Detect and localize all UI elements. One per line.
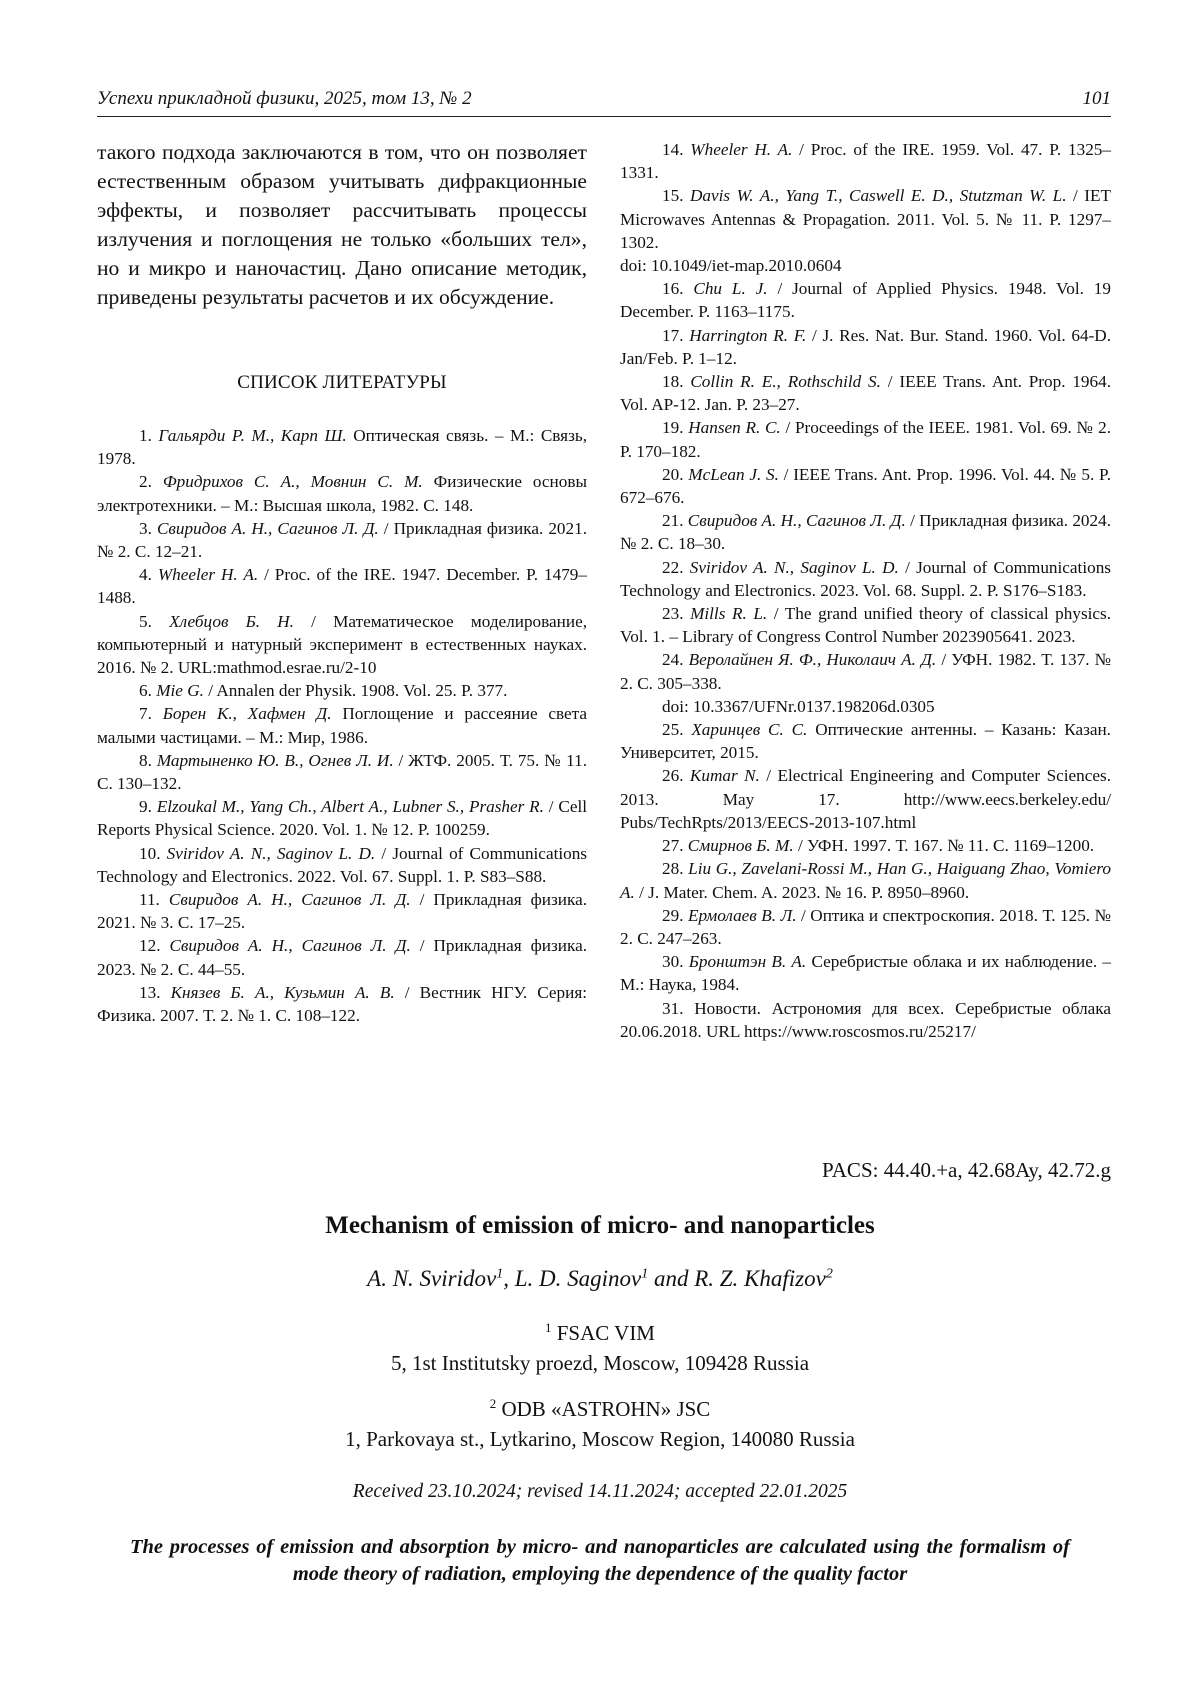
- reference-number: 19.: [662, 418, 684, 438]
- reference-item: [620, 950, 1111, 996]
- reference-number: 2.: [139, 472, 152, 492]
- affiliation-1: [0, 1318, 1200, 1378]
- reference-item: [620, 277, 1111, 323]
- reference-number: 1.: [139, 426, 152, 445]
- author-name: L. D. Saginov: [514, 1266, 642, 1291]
- reference-text: / Journal of Communications Technology and Electronics. 2023. Vol. 68. Suppl. 2. P. S176–S183.: [620, 557, 1111, 600]
- reference-item: [97, 424, 587, 470]
- left-column: [97, 138, 587, 1027]
- reference-text: Поглощение и рассеяние света малыми частицами. – М.: Мир, 1986.: [97, 704, 588, 747]
- reference-item: [620, 648, 1111, 694]
- references-list-right: [620, 138, 1111, 1043]
- reference-number: 25.: [662, 720, 684, 740]
- reference-number: 29.: [662, 905, 684, 925]
- reference-text: / Journal of Communications Technology and Electronics. 2022. Vol. 67. Suppl. 1. P. S83–S88.: [97, 843, 587, 886]
- reference-item: [97, 517, 587, 563]
- affiliation-marker: 1: [496, 1266, 504, 1282]
- reference-text: / ЖТФ. 2005. Т. 75. № 11. С. 130–132.: [97, 750, 588, 794]
- reference-authors: Бронштэн В. А.: [688, 952, 807, 972]
- reference-authors: Harrington R. F.: [689, 325, 807, 345]
- reference-item: [620, 718, 1111, 764]
- author-separator: and: [648, 1266, 695, 1291]
- reference-number: 7.: [139, 704, 152, 724]
- affiliation-2: [0, 1394, 1200, 1454]
- reference-authors: Liu G., Zavelani-Rossi M., Han G., Haiguang Zhao, Vomiero A.: [620, 859, 1111, 902]
- reference-authors: Sviridov A. N., Saginov L. D.: [689, 557, 899, 577]
- reference-text: / Proceedings of the IEEE. 1981. Vol. 69. № 2. P. 170–182.: [620, 418, 1111, 461]
- reference-number: 6.: [139, 681, 152, 701]
- reference-number: 10.: [139, 843, 161, 863]
- affiliation-marker: 1: [545, 1320, 552, 1335]
- affiliation-name: FSAC VIM: [556, 1321, 655, 1345]
- reference-text: / УФН. 1997. Т. 167. № 11. С. 1169–1200.: [793, 836, 1095, 856]
- reference-text: / Cell Reports Physical Science. 2020. Vol. 1. № 12. P. 100259.: [97, 797, 587, 840]
- reference-item: [97, 934, 587, 980]
- reference-authors: Мартыненко Ю. В., Огнев Л. И.: [156, 750, 394, 770]
- reference-authors: Свиридов А. Н., Сагинов Л. Д.: [169, 936, 411, 956]
- reference-item: [620, 764, 1111, 834]
- running-header: [97, 88, 1111, 117]
- reference-doi: doi: 10.1049/iet-map.2010.0604: [620, 256, 842, 276]
- reference-authors: Sviridov A. N., Saginov L. D.: [166, 843, 376, 863]
- reference-item: [97, 702, 587, 748]
- affiliation-marker: 1: [641, 1266, 649, 1282]
- page-number: 101: [1082, 88, 1111, 109]
- reference-item: [620, 834, 1111, 857]
- reference-text: / IEEE Trans. Ant. Prop. 1996. Vol. 44. № 5. P. 672–676.: [620, 464, 1112, 508]
- affiliation-marker: 2: [825, 1266, 833, 1282]
- reference-number: 11.: [139, 890, 160, 910]
- reference-text: / Journal of Applied Physics. 1948. Vol. 19 December. P. 1163–1175.: [620, 279, 1111, 322]
- reference-authors: Хлебцов Б. Н.: [169, 611, 294, 631]
- reference-text: / Оптика и спектроскопия. 2018. Т. 125. № 2. С. 247–263.: [620, 905, 1112, 948]
- reference-number: 13.: [139, 982, 161, 1002]
- reference-text: / Proc. of the IRE. 1959. Vol. 47. P. 1325–1331.: [620, 140, 1111, 183]
- reference-text: Оптические антенны. – Казань: Казан. Университет, 2015.: [620, 720, 1111, 763]
- reference-item: [97, 888, 587, 934]
- reference-authors: Wheeler H. A.: [690, 140, 793, 159]
- reference-authors: Mills R. L.: [690, 604, 768, 624]
- references-title: СПИСОК ЛИТЕРАТУРЫ: [237, 372, 447, 393]
- received-dates: Received 23.10.2024; revised 14.11.2024; accepted 22.01.2025: [352, 1481, 848, 1502]
- reference-number: 23.: [662, 604, 684, 624]
- reference-number: 30.: [662, 952, 684, 972]
- references-list-left: [97, 424, 587, 1027]
- reference-item: [97, 795, 587, 841]
- reference-item: [97, 563, 587, 609]
- author-name: R. Z. Khafizov: [694, 1266, 826, 1291]
- reference-item: [620, 370, 1111, 416]
- reference-text: / Annalen der Physik. 1908. Vol. 25. P. 377.: [203, 681, 508, 701]
- reference-authors: Wheeler H. A.: [157, 565, 259, 585]
- reference-number: 21.: [662, 511, 684, 531]
- reference-item: [97, 981, 587, 1027]
- reference-text: / Вестник НГУ. Серия: Физика. 2007. Т. 2. № 1. С. 108–122.: [97, 982, 588, 1026]
- reference-authors: Харинцев С. С.: [691, 720, 808, 740]
- reference-authors: Elzoukal M., Yang Ch., Albert A., Lubner S., Prasher R.: [156, 797, 544, 817]
- affiliation-address: 1, Parkovaya st., Lytkarino, Moscow Region, 140080 Russia: [345, 1427, 855, 1451]
- reference-number: 15.: [662, 186, 684, 206]
- reference-number: 24.: [662, 650, 684, 670]
- pacs-codes: PACS: 44.40.+a, 42.68Ay, 42.72.g: [822, 1158, 1111, 1182]
- reference-text: / Electrical Engineering and Computer Sciences. 2013. May 17. http://www.eecs.berkeley.edu/ Pubs/TechRpts/2013/EECS-2013-107.html: [620, 766, 1111, 832]
- reference-item: [97, 749, 587, 795]
- reference-authors: Гальярди Р. М., Карп Ш.: [158, 426, 347, 445]
- reference-authors: Свиридов А. Н., Сагинов Л. Д.: [168, 890, 411, 910]
- reference-number: 31.: [662, 998, 684, 1018]
- reference-item: [620, 463, 1111, 509]
- reference-item: [97, 470, 587, 516]
- reference-item: [620, 184, 1111, 254]
- reference-number: 17.: [662, 325, 684, 345]
- reference-authors: Mie G.: [156, 681, 204, 701]
- right-column: [620, 138, 1111, 1043]
- reference-item: [620, 138, 1111, 184]
- reference-number: 18.: [662, 372, 684, 392]
- reference-text: / IEEE Trans. Ant. Prop. 1964. Vol. AP-12. Jan. P. 23–27.: [620, 372, 1112, 415]
- reference-item: [620, 324, 1111, 370]
- reference-authors: Свиридов А. Н., Сагинов Л. Д.: [687, 511, 906, 531]
- reference-item: [97, 610, 587, 680]
- reference-number: 14.: [662, 140, 684, 159]
- abstract: The processes of emission and absorption by micro- and nanoparticles are calculated using the formalism of mode theory of radiation, employing the dependence of the quality factor: [130, 1536, 1070, 1585]
- reference-doi: doi: 10.3367/UFNr.0137.198206d.0305: [662, 696, 935, 716]
- journal-title: Успехи прикладной физики, 2025, том 13, № 2: [97, 88, 472, 109]
- reference-item: [97, 679, 587, 702]
- reference-text: / The grand unified theory of classical physics. Vol. 1. – Library of Congress Control Number 2023905641. 2023.: [620, 604, 1112, 647]
- reference-number: 27.: [662, 836, 684, 856]
- reference-authors: Davis W. A., Yang T., Caswell E. D., Stutzman W. L.: [689, 186, 1067, 206]
- reference-authors: Веролайнен Я. Ф., Николаич А. Д.: [688, 650, 937, 670]
- reference-number: 8.: [139, 750, 152, 770]
- reference-authors: Князев Б. А., Кузьмин А. В.: [170, 982, 395, 1002]
- author-separator: ,: [503, 1266, 515, 1291]
- affiliation-name: ODB «ASTROHN» JSC: [501, 1397, 711, 1421]
- reference-text: Новости. Астрономия для всех. Серебристые облака 20.06.2018. URL https://www.roscosmos.ru/25217/: [620, 998, 1111, 1041]
- reference-item: [620, 509, 1111, 555]
- reference-authors: Фридрихов С. А., Мовнин С. М.: [162, 472, 423, 492]
- reference-authors: Collin R. E., Rothschild S.: [690, 372, 881, 392]
- reference-number: 4.: [139, 565, 152, 585]
- reference-text: Физические основы электротехники. – М.: Высшая школа, 1982. С. 148.: [97, 472, 588, 515]
- reference-text: / Прикладная физика. 2021. № 2. С. 12–21.: [97, 518, 587, 562]
- reference-text: Серебристые облака и их наблюдение. – М.: Наука, 1984.: [620, 952, 1111, 995]
- reference-text: Оптическая связь. – М.: Связь, 1978.: [97, 426, 588, 469]
- reference-number: 22.: [662, 557, 684, 577]
- reference-text: / J. Mater. Chem. A. 2023. № 16. P. 8950–8960.: [634, 882, 970, 902]
- reference-item: [620, 556, 1111, 602]
- reference-authors: Ермолаев В. Л.: [688, 905, 797, 925]
- english-title: Mechanism of emission of micro- and nanoparticles: [325, 1212, 875, 1239]
- reference-number: 20.: [662, 464, 684, 484]
- reference-authors: Kumar N.: [689, 766, 760, 786]
- intro-paragraph: такого подхода заключаются в том, что он позволяет естественным образом учитывать дифракционные эффекты, и позволяет рассчитывать процессы излучения и поглощения не только «больших тел», но и микро и наночастиц. Дано описание методик, приведены результаты расчетов и их обсуждение.: [97, 140, 587, 309]
- reference-authors: Hansen R. C.: [688, 418, 781, 438]
- reference-authors: Смирнов Б. М.: [687, 836, 794, 856]
- reference-number: 5.: [139, 611, 152, 631]
- reference-item: [620, 602, 1111, 648]
- reference-item: [620, 857, 1111, 903]
- reference-text: / Proc. of the IRE. 1947. December. P. 1479–1488.: [97, 565, 587, 608]
- reference-text: / Прикладная физика. 2024. № 2. С. 18–30.: [620, 511, 1112, 554]
- reference-number: 16.: [662, 279, 684, 299]
- reference-text: / IET Microwaves Antennas & Propagation. 2011. Vol. 5. № 11. P. 1297–1302.: [620, 186, 1112, 252]
- reference-number: 12.: [139, 936, 161, 956]
- affiliation-address: 5, 1st Institutsky proezd, Moscow, 109428 Russia: [390, 1351, 810, 1375]
- reference-authors: Борен К., Хафмен Д.: [162, 704, 332, 724]
- reference-number: 3.: [139, 518, 152, 538]
- author-name: A. N. Sviridov: [367, 1266, 497, 1291]
- reference-item: [620, 997, 1111, 1043]
- reference-number: 28.: [662, 859, 684, 879]
- reference-text: / Прикладная физика. 2021. № 3. С. 17–25.: [97, 890, 588, 933]
- reference-authors: Chu L. J.: [693, 279, 768, 299]
- reference-item: [620, 904, 1111, 950]
- reference-authors: McLean J. S.: [688, 464, 779, 484]
- reference-text: / Прикладная физика. 2023. № 2. С. 44–55.: [97, 936, 588, 979]
- reference-number: 26.: [662, 766, 684, 786]
- reference-item: [620, 416, 1111, 462]
- english-authors: [0, 1266, 1200, 1292]
- reference-text: / J. Res. Nat. Bur. Stand. 1960. Vol. 64-D. Jan/Feb. P. 1–12.: [620, 325, 1112, 368]
- reference-number: 9.: [139, 797, 152, 817]
- reference-text: / УФН. 1982. Т. 137. № 2. С. 305–338.: [620, 650, 1111, 693]
- reference-authors: Свиридов А. Н., Сагинов Л. Д.: [156, 518, 379, 538]
- reference-item: [97, 842, 587, 888]
- reference-text: / Математическое моделирование, компьютерный и натурный эксперимент в естественных науках. 2016. № 2. URL:mathmod.esrae.ru/2-10: [97, 611, 587, 678]
- affiliation-marker: 2: [489, 1396, 497, 1411]
